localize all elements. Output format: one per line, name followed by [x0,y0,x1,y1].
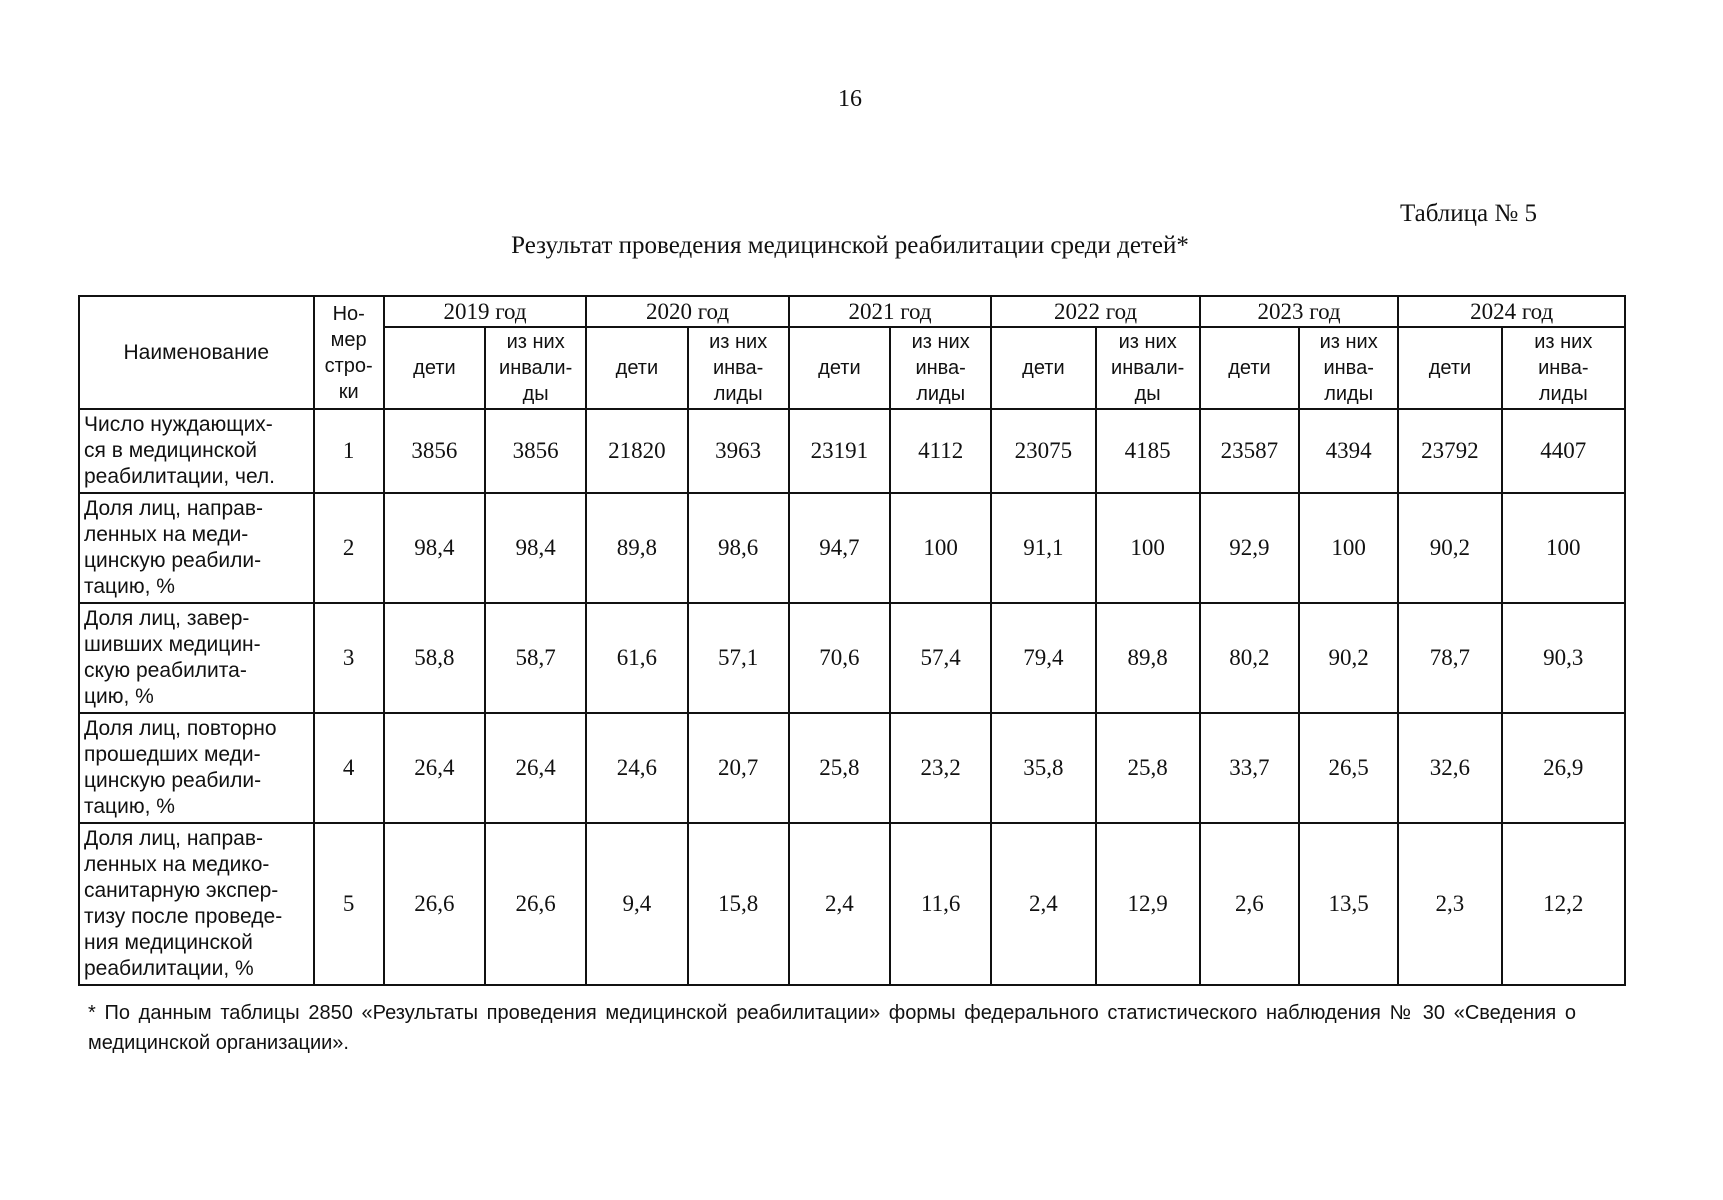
table-cell: 70,6 [789,603,890,713]
table-cell: 90,3 [1502,603,1625,713]
table-cell: 26,4 [485,713,586,823]
table-cell: 35,8 [991,713,1095,823]
table-cell: 23075 [991,409,1095,493]
header-row-number: Но- мер стро- ки [314,296,384,409]
table-cell: 26,9 [1502,713,1625,823]
table-cell: 2,4 [991,823,1095,985]
header-children: дети [789,327,890,409]
table-cell: 32,6 [1398,713,1501,823]
row-name: Доля лиц, направ- ленных на меди- цинскую реабили- тацию, % [79,493,314,603]
row-name: Число нуждающих- ся в медицинской реабилитации, чел. [79,409,314,493]
header-children: дети [586,327,687,409]
table-cell: 98,6 [688,493,789,603]
header-row-years [79,296,1625,327]
table-cell: 9,4 [586,823,687,985]
header-children: дети [1398,327,1501,409]
table-cell: 100 [1096,493,1200,603]
table-row [79,713,1625,823]
table-cell: 61,6 [586,603,687,713]
header-disabled: из них инва- лиды [1502,327,1625,409]
table-cell: 57,4 [890,603,991,713]
page-number: 16 [838,86,862,112]
table-cell: 26,5 [1299,713,1398,823]
table-cell: 90,2 [1299,603,1398,713]
table-cell: 25,8 [1096,713,1200,823]
table-cell: 26,4 [384,713,485,823]
table-cell: 2,4 [789,823,890,985]
header-year: 2022 год [991,296,1200,327]
table-cell: 23191 [789,409,890,493]
table-cell: 90,2 [1398,493,1501,603]
header-name: Наименование [79,296,314,409]
row-number: 2 [314,493,384,603]
table-cell: 100 [1502,493,1625,603]
table-cell: 3856 [384,409,485,493]
table-row [79,493,1625,603]
header-disabled: из них инвали- ды [1096,327,1200,409]
table-cell: 78,7 [1398,603,1501,713]
header-children: дети [384,327,485,409]
table-cell: 26,6 [485,823,586,985]
header-year: 2019 год [384,296,587,327]
table-cell: 89,8 [586,493,687,603]
row-number: 3 [314,603,384,713]
table-cell: 92,9 [1200,493,1299,603]
table-cell: 98,4 [384,493,485,603]
header-children: дети [1200,327,1299,409]
table-cell: 12,2 [1502,823,1625,985]
table-cell: 20,7 [688,713,789,823]
table-cell: 98,4 [485,493,586,603]
table-cell: 58,7 [485,603,586,713]
table-cell: 100 [1299,493,1398,603]
row-number: 1 [314,409,384,493]
table-cell: 23792 [1398,409,1501,493]
table-cell: 3963 [688,409,789,493]
table-cell: 2,3 [1398,823,1501,985]
table-cell: 11,6 [890,823,991,985]
table-cell: 57,1 [688,603,789,713]
table-cell: 15,8 [688,823,789,985]
header-year: 2020 год [586,296,789,327]
table-cell: 23587 [1200,409,1299,493]
table-cell: 89,8 [1096,603,1200,713]
header-year: 2021 год [789,296,992,327]
table-cell: 26,6 [384,823,485,985]
row-name: Доля лиц, повторно прошедших меди- цинскую реабили- тацию, % [79,713,314,823]
header-disabled: из них инва- лиды [890,327,991,409]
table-number: Таблица № 5 [1399,200,1537,227]
table-cell: 3856 [485,409,586,493]
table-cell: 4185 [1096,409,1200,493]
table-cell: 25,8 [789,713,890,823]
table-title: Результат проведения медицинской реабилитации среди детей* [511,232,1189,259]
table-cell: 24,6 [586,713,687,823]
table-cell: 100 [890,493,991,603]
rehabilitation-table [78,295,1626,986]
table-row [79,603,1625,713]
table-row [79,409,1625,493]
table-cell: 94,7 [789,493,890,603]
table-cell: 23,2 [890,713,991,823]
header-children: дети [991,327,1095,409]
footnote: * По данным таблицы 2850 «Результаты проведения медицинской реабилитации» формы федерального статистического наблюдения № 30 «Сведения о медицинской организации». [88,1002,1576,1054]
table-cell: 4112 [890,409,991,493]
table-cell: 21820 [586,409,687,493]
table-cell: 2,6 [1200,823,1299,985]
header-disabled: из них инва- лиды [1299,327,1398,409]
table-cell: 91,1 [991,493,1095,603]
table-cell: 79,4 [991,603,1095,713]
table-cell: 4394 [1299,409,1398,493]
table-cell: 80,2 [1200,603,1299,713]
header-year: 2024 год [1398,296,1625,327]
row-number: 4 [314,713,384,823]
table-cell: 33,7 [1200,713,1299,823]
header-disabled: из них инва- лиды [688,327,789,409]
header-year: 2023 год [1200,296,1399,327]
table-cell: 12,9 [1096,823,1200,985]
table-cell: 4407 [1502,409,1625,493]
row-number: 5 [314,823,384,985]
table-cell: 13,5 [1299,823,1398,985]
table-row [79,823,1625,985]
header-disabled: из них инвали- ды [485,327,586,409]
table-cell: 58,8 [384,603,485,713]
row-name: Доля лиц, направ- ленных на медико- санитарную экспер- тизу после проведе- ния медицинской реабилитации, % [79,823,314,985]
row-name: Доля лиц, завер- шивших медицин- скую реабилита- цию, % [79,603,314,713]
